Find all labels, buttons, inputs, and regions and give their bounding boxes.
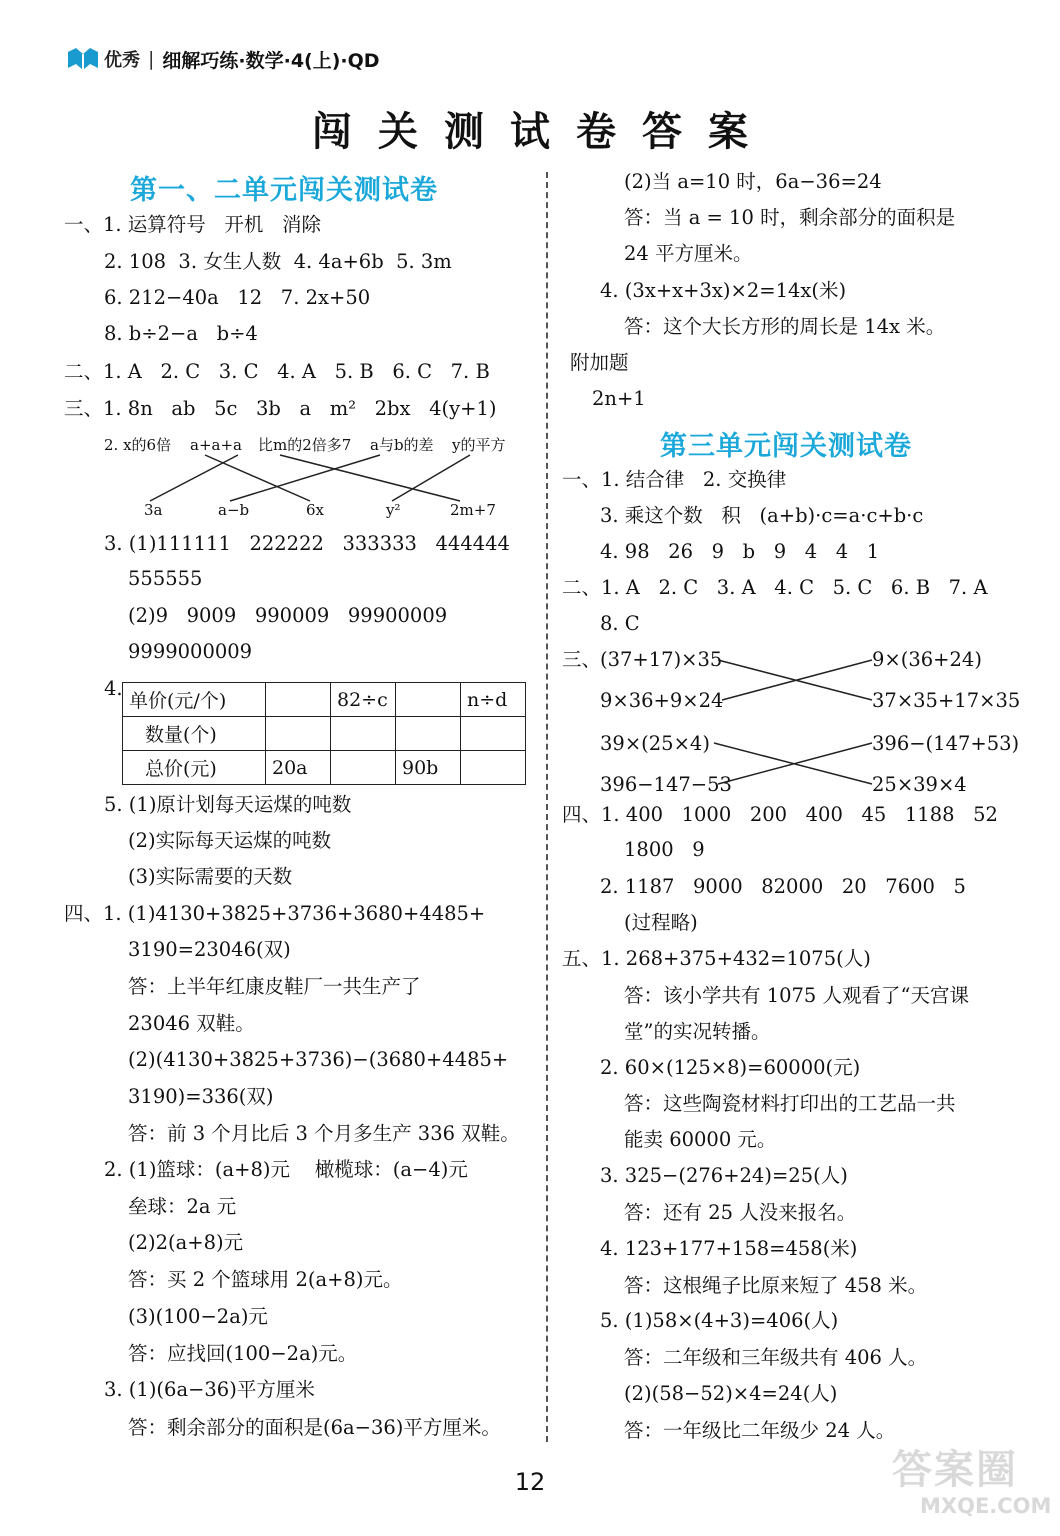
match-top-1: 2. x的6倍 [104, 436, 172, 454]
answer-line: 五、1. 268+375+432=1075(人) [562, 947, 871, 970]
answer-line: 6. 212−40a 12 7. 2x+50 [104, 286, 371, 309]
page-title: 闯关测试卷答案 [312, 108, 774, 155]
match3-left-2: 9×36+9×24 [600, 689, 724, 712]
answer-line: 24 平方厘米。 [624, 242, 753, 265]
answer-line: (3)实际需要的天数 [128, 865, 293, 888]
table-cell: n÷d [461, 683, 526, 717]
table-cell: 单价(元/个) [123, 683, 266, 717]
section-title-left: 第一、二单元闯关测试卷 [130, 175, 438, 206]
answer-line: 答：这根绳子比原来短了 458 米。 [624, 1274, 928, 1297]
match3-right-1: 9×(36+24) [872, 648, 982, 671]
match-line [150, 455, 238, 501]
answer-line: 答：买 2 个篮球用 2(a+8)元。 [128, 1268, 403, 1291]
answer-line: 三、1. 8n ab 5c 3b a m² 2bx 4(y+1) [64, 397, 497, 420]
match-top-5: y的平方 [452, 436, 506, 454]
answer-line: 答：还有 25 人没来报名。 [624, 1201, 857, 1224]
answer-line: 一、1. 运算符号 开机 消除 [64, 213, 321, 236]
match-bottom-3: 6x [306, 501, 325, 519]
match3-left-1: (37+17)×35 [600, 648, 723, 671]
match-bottom-1: 3a [144, 501, 163, 519]
answer-line: 答：上半年红康皮鞋厂一共生产了 [128, 975, 421, 998]
answer-line: 2. 108 3. 女生人数 4. 4a+6b 5. 3m [104, 250, 452, 273]
answer-line: 2. 1187 9000 82000 20 7600 5 [600, 875, 966, 898]
header-separator: | [148, 48, 155, 70]
answer-line: 二、1. A 2. C 3. C 4. A 5. B 6. C 7. B [64, 360, 490, 383]
answer-line: (2)2(a+8)元 [128, 1231, 244, 1254]
match3-right-4: 25×39×4 [872, 773, 967, 796]
answer-line: 3. (1)(6a−36)平方厘米 [104, 1378, 315, 1401]
answer-line: (3)(100−2a)元 [128, 1305, 268, 1328]
answer-line: 1800 9 [624, 838, 705, 861]
answer-line: 8. b÷2−a b÷4 [104, 322, 258, 345]
answer-line: 二、1. A 2. C 3. A 4. C 5. C 6. B 7. A [562, 576, 988, 599]
answer-line: 四、1. (1)4130+3825+3736+3680+4485+ [64, 902, 486, 925]
watermark: 答案圈 [892, 1447, 1018, 1493]
answer-line: 2n+1 [592, 387, 646, 410]
answer-line: 能卖 60000 元。 [624, 1128, 777, 1151]
match3-left-4: 396−147−53 [600, 773, 732, 796]
answer-line: 8. C [600, 612, 640, 635]
answer-line: (2)当 a=10 时，6a−36=24 [624, 170, 882, 193]
match3-right-3: 396−(147+53) [872, 732, 1020, 755]
answer-line: (2)(58−52)×4=24(人) [624, 1382, 838, 1405]
answer-line: 3. (1)111111 222222 333333 444444 [104, 532, 510, 555]
answer-line: 四、1. 400 1000 200 400 45 1188 52 [562, 803, 998, 826]
answer-line: 2. 60×(125×8)=60000(元) [600, 1056, 861, 1079]
match-top-3: 比m的2倍多7 [258, 436, 352, 454]
answer-line: 3. 325−(276+24)=25(人) [600, 1164, 848, 1187]
answer-line: 4. [104, 677, 123, 700]
answer-line: 垒球：2a 元 [128, 1195, 237, 1218]
match3-left-3: 39×(25×4) [600, 732, 710, 755]
breadcrumb: 细解巧练·数学·4(上)·QD [162, 49, 380, 72]
answer-line: (2)9 9009 990009 99900009 [128, 604, 448, 627]
answer-line: 4. (3x+x+3x)×2=14x(米) [600, 279, 847, 302]
page-number: 12 [514, 1468, 546, 1496]
answer-line: (2)实际每天运煤的吨数 [128, 829, 332, 852]
answer-line: 3. 乘这个数 积 (a+b)·c=a·c+b·c [600, 504, 924, 527]
match3-right-2: 37×35+17×35 [872, 689, 1021, 712]
table-cell: 20a [266, 751, 331, 785]
answer-line: 答：应找回(100−2a)元。 [128, 1342, 358, 1365]
answer-line: 答：一年级比二年级少 24 人。 [624, 1419, 896, 1442]
match-bottom-4: y² [386, 501, 401, 519]
answer-line: 一、1. 结合律 2. 交换律 [562, 468, 787, 491]
answer-line: 答：这个大长方形的周长是 14x 米。 [624, 315, 946, 338]
answer-line: 2. (1)篮球：(a+8)元 橄榄球：(a−4)元 [104, 1158, 468, 1181]
match-bottom-5: 2m+7 [450, 501, 496, 519]
answer-line: 5. (1)58×(4+3)=406(人) [600, 1309, 839, 1332]
answer-line: 23046 双鞋。 [128, 1012, 255, 1035]
answer-line: 答：前 3 个月比后 3 个月多生产 336 双鞋。 [128, 1122, 520, 1145]
table-cell: 数量(个) [123, 717, 266, 751]
answer-line: 堂”的实况转播。 [624, 1020, 771, 1043]
table-cell: 总价(元) [123, 751, 266, 785]
answer-line: 555555 [128, 567, 203, 590]
match-bottom-2: a−b [218, 501, 250, 519]
table-cell: 82÷c [331, 683, 396, 717]
match-top-4: a与b的差 [370, 436, 434, 454]
answer-line: (过程略) [624, 911, 698, 934]
answer-line: (2)(4130+3825+3736)−(3680+4485+ [128, 1048, 509, 1071]
answer-line: 答：当 a = 10 时，剩余部分的面积是 [624, 206, 956, 229]
answer-line: 3190)=336(双) [128, 1085, 274, 1108]
match3-label: 三、 [562, 648, 602, 671]
section-title-right: 第三单元闯关测试卷 [660, 431, 912, 462]
table-cell: 90b [396, 751, 461, 785]
watermark-url: MXQE.COM [920, 1494, 1052, 1518]
answer-line: 答：二年级和三年级共有 406 人。 [624, 1346, 928, 1369]
answer-line: 附加题 [570, 351, 629, 374]
answer-line: 答：该小学共有 1075 人观看了“天宫课 [624, 984, 969, 1007]
answer-line: 答：这些陶瓷材料打印出的工艺品一共 [624, 1092, 956, 1115]
answer-line: 答：剩余部分的面积是(6a−36)平方厘米。 [128, 1416, 501, 1439]
match-line [205, 455, 310, 501]
answer-line: 5. (1)原计划每天运煤的吨数 [104, 793, 352, 816]
answer-line: 4. 98 26 9 b 9 4 4 1 [600, 540, 880, 563]
answer-line: 9999000009 [128, 640, 253, 663]
logo-text: 优秀 [104, 50, 140, 71]
match-top-2: a+a+a [190, 436, 242, 454]
answer-line: 3190=23046(双) [128, 938, 291, 961]
answer-line: 4. 123+177+158=458(米) [600, 1237, 858, 1260]
